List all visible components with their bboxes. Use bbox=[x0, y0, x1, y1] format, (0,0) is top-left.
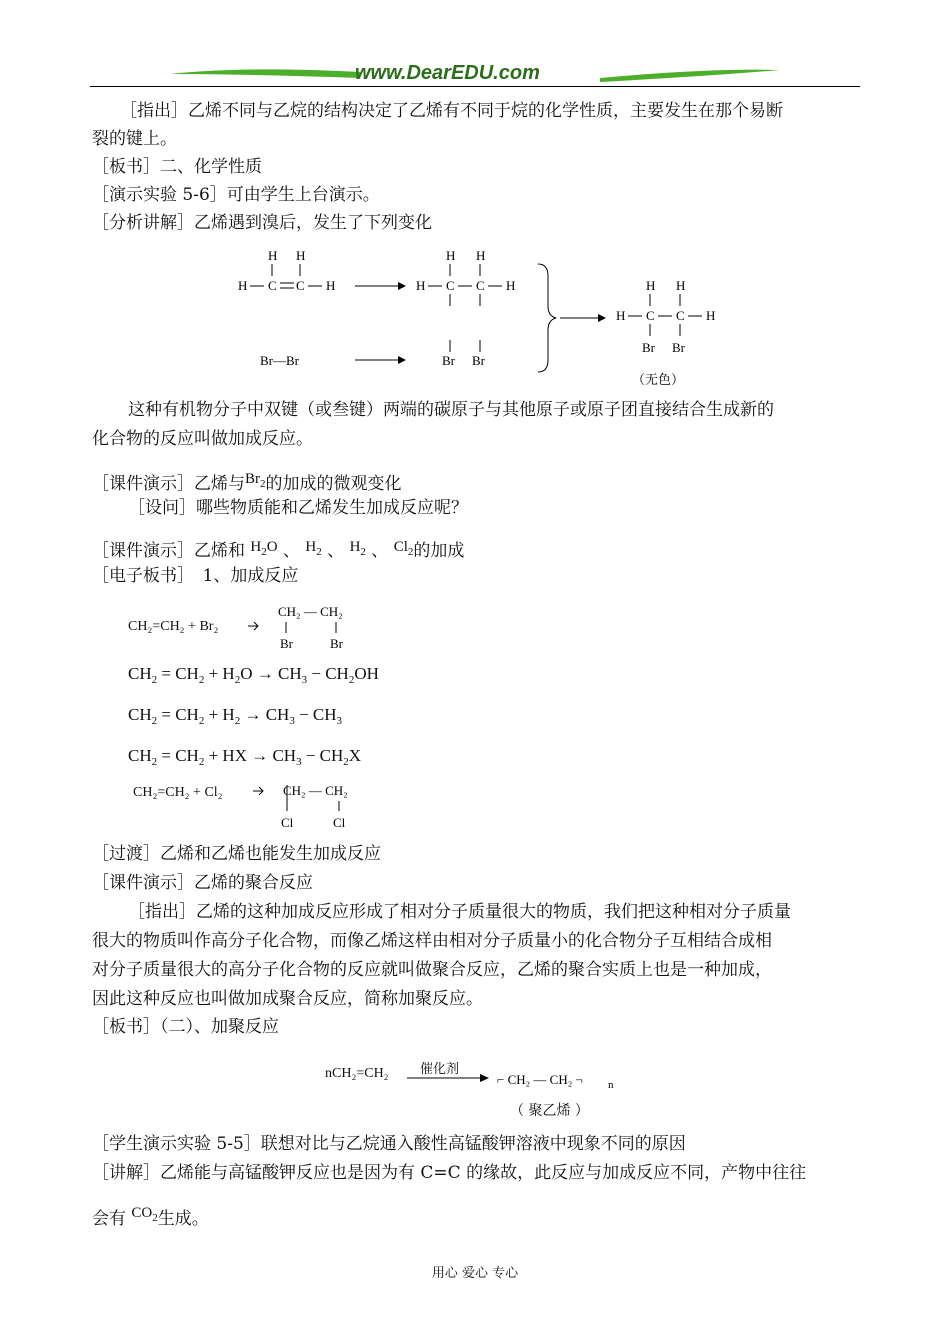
svg-text:H: H bbox=[446, 248, 456, 263]
text-line: ［板书］（二）、加聚反应 bbox=[92, 1017, 279, 1037]
colorless-label: （无色） bbox=[632, 373, 685, 388]
text-segment: ［课件演示］乙烯与 bbox=[92, 474, 245, 494]
text-line: 这种有机物分子中双键（或叁键）两端的碳原子与其他原子或原子团直接结合生成新的 bbox=[128, 400, 774, 420]
svg-text:Br: Br bbox=[330, 636, 343, 651]
page-footer: 用心 爱心 专心 bbox=[431, 1266, 519, 1281]
text-line: 裂的键上。 bbox=[92, 129, 177, 149]
text-line: ［学生演示实验 5-5］联想对比与乙烷通入酸性高锰酸钾溶液中现象不同的原因 bbox=[92, 1134, 686, 1154]
svg-text:H: H bbox=[616, 308, 626, 323]
text-line: ［分析讲解］乙烯遇到溴后，发生了下列变化 bbox=[92, 213, 432, 233]
formula-ethylene-hx: $CH_2 = CH_2$ + HX → $CH_3 - CH_2X$ bbox=[128, 746, 362, 768]
site-logo[interactable]: www.DearEDU.com bbox=[355, 62, 540, 84]
text-line: ［课件演示］乙烯和 $H_2O$ 、 $H_2$ 、 $H_2$ 、 $Cl_2$的加成 bbox=[92, 539, 465, 561]
svg-text:H: H bbox=[476, 248, 486, 263]
polymer-reactant: nCH₂=CH₂ bbox=[325, 1066, 389, 1081]
text-line: 很大的物质叫作高分子化合物，而像乙烯这样由相对分子质量小的化合物分子互相结合成相 bbox=[92, 931, 772, 951]
formula-5-product bbox=[245, 775, 375, 835]
text-line: ［过渡］乙烯和乙烯也能发生加成反应 bbox=[92, 844, 381, 864]
text-segment: 的加成 bbox=[413, 541, 465, 561]
svg-text:C: C bbox=[646, 308, 655, 323]
svg-text:C: C bbox=[676, 308, 685, 323]
svg-text:Br: Br bbox=[672, 340, 685, 355]
svg-text:H: H bbox=[238, 278, 248, 293]
formula-ethylene-hydrogen: $CH_2 = CH_2 + H_2 \to CH_3 - CH_3$ bbox=[128, 705, 343, 727]
text-line: ［指出］乙烯不同与乙烷的结构决定了乙烯有不同于烷的化学性质，主要发生在那个易断 bbox=[120, 101, 783, 121]
svg-text:Br: Br bbox=[642, 340, 655, 355]
text-line: ［设问］哪些物质能和乙烯发生加成反应呢？ bbox=[128, 498, 468, 518]
svg-text:Br: Br bbox=[280, 636, 293, 651]
text-line: ［指出］乙烯的这种加成反应形成了相对分子质量很大的物质，我们把这种相对分子质量 bbox=[128, 902, 791, 922]
text-line: 化合物的反应叫做加成反应。 bbox=[92, 429, 313, 449]
svg-text:C: C bbox=[476, 278, 485, 293]
svg-text:C: C bbox=[296, 278, 305, 293]
svg-text:Br: Br bbox=[442, 353, 455, 368]
formula-1-product bbox=[240, 600, 370, 655]
svg-text:H: H bbox=[326, 278, 336, 293]
text-segment: 会有 bbox=[92, 1209, 126, 1229]
br2-label: Br—Br bbox=[260, 353, 299, 368]
svg-text:H: H bbox=[506, 278, 516, 293]
text-line: ［电子板书］ 1、加成反应 bbox=[92, 566, 299, 586]
svg-text:H: H bbox=[706, 308, 716, 323]
text-segment: 的加成的微观变化 bbox=[265, 474, 402, 494]
formula-ethylene-water: $CH_2 = CH_2 + H_2O \to CH_3 - CH_2OH$ bbox=[128, 664, 379, 686]
formula-ethylene-chlorine: CH₂=CH₂ + Cl₂ bbox=[133, 785, 223, 800]
text-line: 因此这种反应也叫做加成聚合反应，简称加聚反应。 bbox=[92, 989, 483, 1009]
svg-text:H: H bbox=[676, 278, 686, 293]
svg-text:Cl: Cl bbox=[281, 815, 294, 830]
svg-text:H: H bbox=[268, 248, 278, 263]
polymer-name: （ 聚乙烯 ） bbox=[510, 1103, 589, 1119]
text-line: ［课件演示］乙烯的聚合反应 bbox=[92, 873, 313, 893]
catalyst-label: 催化剂 bbox=[420, 1062, 460, 1077]
formula-ethylene-bromine: CH₂=CH₂ + Br₂ bbox=[128, 619, 219, 634]
svg-text:⌐ CH₂ — CH₂ ¬: ⌐ CH₂ — CH₂ ¬ bbox=[497, 1072, 583, 1087]
svg-text:Cl: Cl bbox=[333, 815, 346, 830]
text-line: ［演示实验 5-6］可由学生上台演示。 bbox=[92, 185, 380, 205]
svg-text:Br: Br bbox=[472, 353, 485, 368]
svg-text:C: C bbox=[268, 278, 277, 293]
svg-text:H: H bbox=[296, 248, 306, 263]
svg-text:H: H bbox=[416, 278, 426, 293]
svg-text:CH₂ — CH₂: CH₂ — CH₂ bbox=[278, 604, 343, 619]
svg-text:n: n bbox=[608, 1079, 614, 1091]
text-line: ［讲解］乙烯能与高锰酸钾反应也是因为有 C=C 的缘故，此反应与加成反应不同，产物中往往 bbox=[92, 1163, 807, 1183]
text-line: 对分子质量很大的高分子化合物的反应就叫做聚合反应，乙烯的聚合实质上也是一种加成， bbox=[92, 960, 772, 980]
polymer-equation bbox=[405, 1060, 625, 1100]
text-segment: ［课件演示］乙烯和 bbox=[92, 541, 245, 561]
text-line: 会有 $CO_2$生成。 bbox=[92, 1205, 209, 1229]
text-line: ［板书］二、化学性质 bbox=[92, 157, 262, 177]
text-line: ［课件演示］乙烯与$Br_2$的加成的微观变化 bbox=[92, 471, 402, 494]
header-rule bbox=[90, 86, 860, 87]
svg-text:CH₂ — CH₂: CH₂ — CH₂ bbox=[283, 783, 348, 798]
text-segment: 生成。 bbox=[157, 1209, 209, 1229]
svg-text:H: H bbox=[646, 278, 656, 293]
svg-text:C: C bbox=[446, 278, 455, 293]
bromine-addition-diagram bbox=[230, 240, 730, 390]
